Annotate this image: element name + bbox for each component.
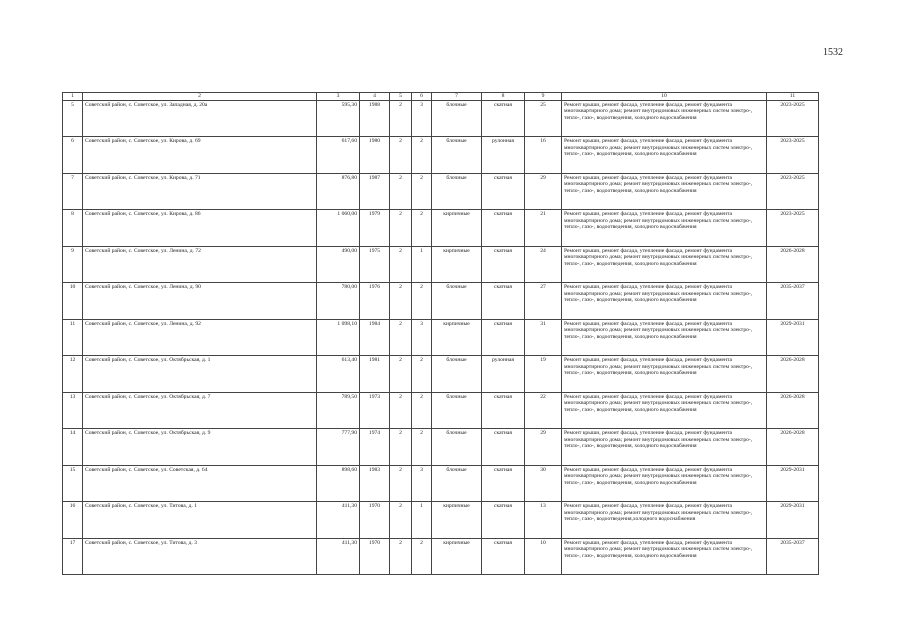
row-number-cell: 9 bbox=[63, 246, 83, 283]
column-9-cell: 24 bbox=[525, 246, 562, 283]
column-9-cell: 22 bbox=[525, 392, 562, 429]
wall-material-cell: блочные bbox=[432, 356, 482, 393]
wall-material-cell: кирпичные bbox=[432, 210, 482, 247]
repair-works-cell: Ремонт крыши, ремонт фасада, утепление фасада, ремонт фундамента многоквартирного дома; ремонт внутридомовых инженерных систем электро-, тепло-, газо-, водоотведения, холодного водоснабжения bbox=[562, 319, 767, 356]
area-cell: 898,60 bbox=[317, 465, 360, 502]
year-cell: 1973 bbox=[360, 392, 390, 429]
address-cell: Советский район, с. Советское, ул. Октябрьская, д. 7 bbox=[83, 392, 317, 429]
roof-type-cell: скатная bbox=[482, 173, 525, 210]
column-9-cell: 29 bbox=[525, 429, 562, 466]
repair-period-cell: 2026-2028 bbox=[767, 429, 819, 466]
year-cell: 1984 bbox=[360, 319, 390, 356]
area-cell: 617,60 bbox=[317, 137, 360, 174]
address-cell: Советский район, с. Советское, ул. Кирова, д. 86 bbox=[83, 210, 317, 247]
wall-material-cell: кирпичные bbox=[432, 319, 482, 356]
table-row bbox=[63, 465, 819, 502]
row-number-cell: 13 bbox=[63, 392, 83, 429]
row-number-cell: 12 bbox=[63, 356, 83, 393]
area-cell: 613,40 bbox=[317, 356, 360, 393]
year-cell: 1983 bbox=[360, 465, 390, 502]
repair-period-cell: 2035-2037 bbox=[767, 283, 819, 320]
address-cell: Советский район, с. Советское, ул. Кирова, д. 71 bbox=[83, 173, 317, 210]
column-header: 3 bbox=[317, 93, 360, 101]
table-row bbox=[63, 283, 819, 320]
roof-type-cell: рулонная bbox=[482, 356, 525, 393]
row-number-cell: 5 bbox=[63, 100, 83, 137]
column-9-cell: 10 bbox=[525, 538, 562, 575]
roof-type-cell: скатная bbox=[482, 502, 525, 539]
column-6-cell: 3 bbox=[412, 319, 432, 356]
area-cell: 876,80 bbox=[317, 173, 360, 210]
roof-type-cell: скатная bbox=[482, 210, 525, 247]
row-number-cell: 14 bbox=[63, 429, 83, 466]
column-6-cell: 2 bbox=[412, 429, 432, 466]
address-cell: Советский район, с. Советское, ул. Октябрьская, д. 1 bbox=[83, 356, 317, 393]
wall-material-cell: блочные bbox=[432, 465, 482, 502]
roof-type-cell: скатная bbox=[482, 100, 525, 137]
address-cell: Советский район, с. Советское, ул. Советская, д. 64 bbox=[83, 465, 317, 502]
repair-period-cell: 2023-2025 bbox=[767, 210, 819, 247]
row-number-cell: 8 bbox=[63, 210, 83, 247]
wall-material-cell: блочные bbox=[432, 429, 482, 466]
column-5-cell: 2 bbox=[390, 319, 412, 356]
year-cell: 1976 bbox=[360, 283, 390, 320]
column-6-cell: 2 bbox=[412, 538, 432, 575]
year-cell: 1970 bbox=[360, 502, 390, 539]
column-5-cell: 2 bbox=[390, 356, 412, 393]
year-cell: 1974 bbox=[360, 429, 390, 466]
roof-type-cell: скатная bbox=[482, 246, 525, 283]
column-header: 10 bbox=[562, 93, 767, 101]
address-cell: Советский район, с. Советское, ул. Титова, д. 3 bbox=[83, 538, 317, 575]
column-6-cell: 2 bbox=[412, 210, 432, 247]
row-number-cell: 15 bbox=[63, 465, 83, 502]
column-header: 7 bbox=[432, 93, 482, 101]
address-cell: Советский район, с. Советское, ул. Западная, д. 20а bbox=[83, 100, 317, 137]
column-5-cell: 2 bbox=[390, 538, 412, 575]
table-row bbox=[63, 210, 819, 247]
table-row bbox=[63, 137, 819, 174]
column-6-cell: 3 bbox=[412, 100, 432, 137]
repair-works-cell: Ремонт крыши, ремонт фасада, утепление фасада, ремонт фундамента многоквартирного дома; ремонт внутридомовых инженерных систем электро-, тепло-, газо-, водоотведения, холодного водоснабжения bbox=[562, 356, 767, 393]
repair-period-cell: 2029-2031 bbox=[767, 319, 819, 356]
column-number-row bbox=[63, 93, 819, 101]
column-header: 2 bbox=[83, 93, 317, 101]
table-row bbox=[63, 173, 819, 210]
table-row bbox=[63, 538, 819, 575]
year-cell: 1987 bbox=[360, 173, 390, 210]
roof-type-cell: скатная bbox=[482, 465, 525, 502]
column-header: 6 bbox=[412, 93, 432, 101]
area-cell: 780,00 bbox=[317, 283, 360, 320]
column-5-cell: 2 bbox=[390, 210, 412, 247]
address-cell: Советский район, с. Советское, ул. Октябрьская, д. 9 bbox=[83, 429, 317, 466]
row-number-cell: 17 bbox=[63, 538, 83, 575]
year-cell: 1979 bbox=[360, 210, 390, 247]
repair-works-cell: Ремонт крыши, ремонт фасада, утепление фасада, ремонт фундамента многоквартирного дома; ремонт внутридомовых инженерных систем электро-, тепло-, газо-, водоотведения, холодного водоснабжения bbox=[562, 137, 767, 174]
address-cell: Советский район, с. Советское, ул. Ленина, д. 90 bbox=[83, 283, 317, 320]
column-5-cell: 2 bbox=[390, 246, 412, 283]
repair-works-cell: Ремонт крыши, ремонт фасада, утепление фасада, ремонт фундамента многоквартирного дома; ремонт внутридомовых инженерных систем электро-, тепло-, газо-, водоотведения, холодного водоснабжения bbox=[562, 246, 767, 283]
row-number-cell: 16 bbox=[63, 502, 83, 539]
wall-material-cell: блочные bbox=[432, 173, 482, 210]
repair-works-cell: Ремонт крыши, ремонт фасада, утепление фасада, ремонт фундамента многоквартирного дома; ремонт внутридомовых инженерных систем электро-, тепло-, газо-, водоотведения, холодного водоснабжения bbox=[562, 429, 767, 466]
column-5-cell: 2 bbox=[390, 283, 412, 320]
column-6-cell: 1 bbox=[412, 502, 432, 539]
wall-material-cell: кирпичные bbox=[432, 246, 482, 283]
column-5-cell: 2 bbox=[390, 173, 412, 210]
column-6-cell: 2 bbox=[412, 137, 432, 174]
repair-period-cell: 2026-2028 bbox=[767, 392, 819, 429]
address-cell: Советский район, с. Советское, ул. Кирова, д. 69 bbox=[83, 137, 317, 174]
column-9-cell: 27 bbox=[525, 283, 562, 320]
column-5-cell: 2 bbox=[390, 392, 412, 429]
column-6-cell: 2 bbox=[412, 392, 432, 429]
roof-type-cell: скатная bbox=[482, 429, 525, 466]
repair-works-cell: Ремонт крыши, ремонт фасада, утепление фасада, ремонт фундамента многоквартирного дома; ремонт внутридомовых инженерных систем электро-, тепло-, газо-, водоотведения,холодного водоснабжения bbox=[562, 502, 767, 539]
table-row bbox=[63, 429, 819, 466]
column-5-cell: 2 bbox=[390, 137, 412, 174]
column-header: 9 bbox=[525, 93, 562, 101]
repair-period-cell: 2023-2025 bbox=[767, 173, 819, 210]
column-header: 5 bbox=[390, 93, 412, 101]
area-cell: 595,30 bbox=[317, 100, 360, 137]
column-5-cell: 2 bbox=[390, 502, 412, 539]
table-row bbox=[63, 356, 819, 393]
roof-type-cell: скатная bbox=[482, 538, 525, 575]
wall-material-cell: блочные bbox=[432, 137, 482, 174]
column-6-cell: 1 bbox=[412, 246, 432, 283]
area-cell: 789,50 bbox=[317, 392, 360, 429]
table-row bbox=[63, 246, 819, 283]
area-cell: 490,00 bbox=[317, 246, 360, 283]
address-cell: Советский район, с. Советское, ул. Ленина, д. 92 bbox=[83, 319, 317, 356]
column-9-cell: 16 bbox=[525, 137, 562, 174]
column-9-cell: 29 bbox=[525, 173, 562, 210]
housing-registry-table bbox=[62, 92, 819, 575]
address-cell: Советский район, с. Советское, ул. Титова, д. 1 bbox=[83, 502, 317, 539]
column-5-cell: 2 bbox=[390, 100, 412, 137]
area-cell: 411,30 bbox=[317, 502, 360, 539]
column-9-cell: 19 bbox=[525, 356, 562, 393]
column-9-cell: 13 bbox=[525, 502, 562, 539]
roof-type-cell: скатная bbox=[482, 392, 525, 429]
repair-works-cell: Ремонт крыши, ремонт фасада, утепление фасада, ремонт фундамента многоквартирного дома; ремонт внутридомовых инженерных систем электро-, тепло-, газо-, водоотведения, холодного водоснабжения bbox=[562, 392, 767, 429]
column-header: 4 bbox=[360, 93, 390, 101]
table-row bbox=[63, 502, 819, 539]
repair-works-cell: Ремонт крыши, ремонт фасада, утепление фасада, ремонт фундамента многоквартирного дома; ремонт внутридомовых инженерных систем электро-, тепло-, газо-, водоотведения, холодного водоснабжения bbox=[562, 465, 767, 502]
repair-period-cell: 2029-2031 bbox=[767, 502, 819, 539]
roof-type-cell: скатная bbox=[482, 283, 525, 320]
column-6-cell: 2 bbox=[412, 283, 432, 320]
year-cell: 1988 bbox=[360, 100, 390, 137]
column-6-cell: 2 bbox=[412, 356, 432, 393]
column-header: 1 bbox=[63, 93, 83, 101]
repair-period-cell: 2026-2028 bbox=[767, 356, 819, 393]
row-number-cell: 6 bbox=[63, 137, 83, 174]
wall-material-cell: блочные bbox=[432, 392, 482, 429]
roof-type-cell: рулонная bbox=[482, 137, 525, 174]
table-row bbox=[63, 319, 819, 356]
column-5-cell: 2 bbox=[390, 429, 412, 466]
year-cell: 1975 bbox=[360, 246, 390, 283]
year-cell: 1981 bbox=[360, 356, 390, 393]
page-number: 1532 bbox=[823, 47, 843, 58]
repair-period-cell: 2035-2037 bbox=[767, 538, 819, 575]
roof-type-cell: скатная bbox=[482, 319, 525, 356]
repair-works-cell: Ремонт крыши, ремонт фасада, утепление фасада, ремонт фундамента многоквартирного дома; ремонт внутридомовых инженерных систем электро-, тепло-, газо-, водоотведения, холодного водоснабжения bbox=[562, 538, 767, 575]
repair-period-cell: 2023-2025 bbox=[767, 137, 819, 174]
column-9-cell: 30 bbox=[525, 465, 562, 502]
column-9-cell: 25 bbox=[525, 100, 562, 137]
repair-works-cell: Ремонт крыши, ремонт фасада, утепление фасада, ремонт фундамента многоквартирного дома; ремонт внутридомовых инженерных систем электро-, тепло-, газо-, водоотведения, холодного водоснабжения bbox=[562, 210, 767, 247]
table-row bbox=[63, 100, 819, 137]
column-header: 8 bbox=[482, 93, 525, 101]
repair-period-cell: 2029-2031 bbox=[767, 465, 819, 502]
wall-material-cell: блочные bbox=[432, 283, 482, 320]
column-9-cell: 21 bbox=[525, 210, 562, 247]
year-cell: 1970 bbox=[360, 538, 390, 575]
wall-material-cell: кирпичные bbox=[432, 502, 482, 539]
column-9-cell: 31 bbox=[525, 319, 562, 356]
area-cell: 1 060,00 bbox=[317, 210, 360, 247]
row-number-cell: 10 bbox=[63, 283, 83, 320]
area-cell: 1 098,10 bbox=[317, 319, 360, 356]
column-5-cell: 2 bbox=[390, 465, 412, 502]
area-cell: 777,90 bbox=[317, 429, 360, 466]
column-6-cell: 3 bbox=[412, 465, 432, 502]
row-number-cell: 7 bbox=[63, 173, 83, 210]
wall-material-cell: блочные bbox=[432, 100, 482, 137]
year-cell: 1980 bbox=[360, 137, 390, 174]
repair-period-cell: 2023-2025 bbox=[767, 100, 819, 137]
row-number-cell: 11 bbox=[63, 319, 83, 356]
repair-works-cell: Ремонт крыши, ремонт фасада, утепление фасада, ремонт фундамента многоквартирного дома; ремонт внутридомовых инженерных систем электро-, тепло-, газо-, водоотведения, холодного водоснабжения bbox=[562, 100, 767, 137]
column-6-cell: 2 bbox=[412, 173, 432, 210]
table-body bbox=[63, 100, 819, 575]
table-row bbox=[63, 392, 819, 429]
repair-works-cell: Ремонт крыши, ремонт фасада, утепление фасада, ремонт фундамента многоквартирного дома; ремонт внутридомовых инженерных систем электро-, тепло-, газо-, водоотведения, холодного водоснабжения bbox=[562, 283, 767, 320]
repair-works-cell: Ремонт крыши, ремонт фасада, утепление фасада, ремонт фундамента многоквартирного дома; ремонт внутридомовых инженерных систем электро-, тепло-, газо-, водоотведения, холодного водоснабжения bbox=[562, 173, 767, 210]
repair-period-cell: 2026-2028 bbox=[767, 246, 819, 283]
column-header: 11 bbox=[767, 93, 819, 101]
area-cell: 411,30 bbox=[317, 538, 360, 575]
address-cell: Советский район, с. Советское, ул. Ленина, д. 72 bbox=[83, 246, 317, 283]
wall-material-cell: кирпичные bbox=[432, 538, 482, 575]
